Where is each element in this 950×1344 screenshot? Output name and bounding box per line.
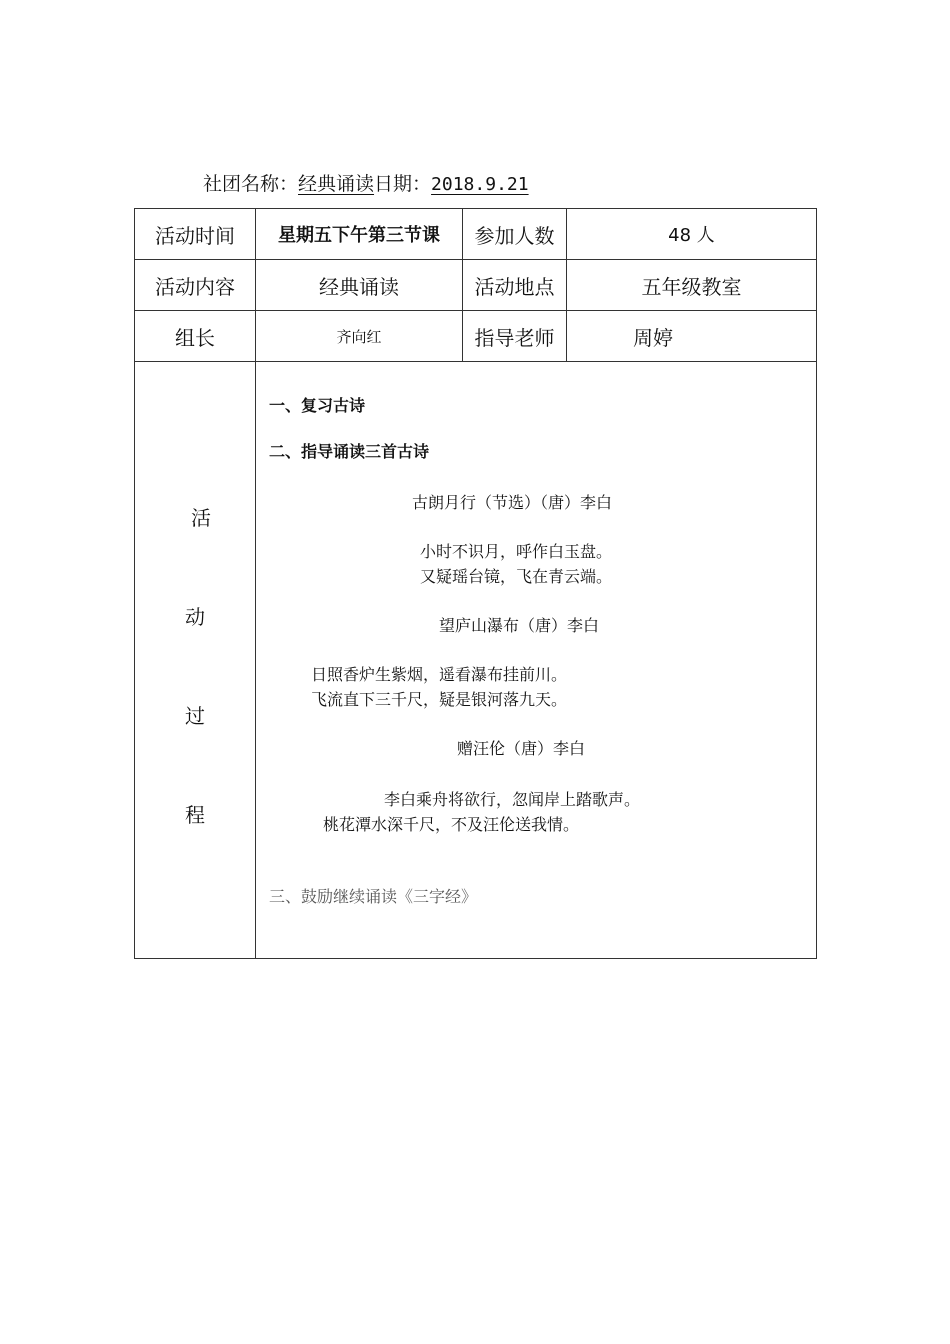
- club-name: 经典诵读: [298, 173, 375, 195]
- content-label: 活动内容: [135, 260, 256, 311]
- poem2-line1: 日照香炉生紫烟，遥看瀑布挂前川。: [311, 665, 568, 684]
- row-time: [135, 209, 817, 260]
- count-label: 参加人数: [463, 209, 567, 260]
- process-char-2: 动: [185, 605, 205, 629]
- leader-label: 组长: [135, 311, 256, 362]
- step-3: 三、鼓励继续诵读《三字经》: [269, 887, 478, 906]
- activity-record-table: [134, 208, 817, 959]
- step-2: 二、指导诵读三首古诗: [269, 442, 430, 461]
- poem3-line1: 李白乘舟将欲行，忽闻岸上踏歌声。: [384, 790, 641, 809]
- club-header: [203, 170, 529, 199]
- process-char-1: 活: [191, 506, 211, 530]
- poem2-title: 望庐山瀑布（唐）李白: [439, 616, 600, 635]
- leader-value: 齐向红: [256, 311, 463, 362]
- poem3-line2: 桃花潭水深千尺，不及汪伦送我情。: [323, 815, 580, 834]
- time-label: 活动时间: [135, 209, 256, 260]
- club-name-label: 社团名称：: [203, 173, 299, 195]
- step-1: 一、复习古诗: [269, 396, 366, 415]
- poem2-line2: 飞流直下三千尺，疑是银河落九天。: [311, 690, 568, 709]
- row-leader: [135, 311, 817, 362]
- teacher-label: 指导老师: [463, 311, 567, 362]
- row-content: [135, 260, 817, 311]
- poem3-title: 赠汪伦（唐）李白: [457, 739, 586, 758]
- time-value: 星期五下午第三节课: [256, 209, 463, 260]
- place-value: 五年级教室: [567, 260, 817, 311]
- date-label: 日期：: [374, 173, 432, 195]
- poem1-line1: 小时不识月，呼作白玉盘。: [420, 542, 613, 561]
- process-content-cell: [256, 362, 817, 959]
- row-process: [135, 362, 817, 959]
- date-value: 2018.9.21: [431, 174, 529, 195]
- process-char-3: 过: [185, 704, 205, 728]
- process-label-cell: [135, 362, 256, 959]
- content-value: 经典诵读: [256, 260, 463, 311]
- poem1-line2: 又疑瑶台镜，飞在青云端。: [420, 567, 613, 586]
- teacher-value: 周婷: [567, 311, 817, 362]
- place-label: 活动地点: [463, 260, 567, 311]
- poem1-title: 古朗月行（节选）（唐）李白: [412, 493, 613, 512]
- process-char-4: 程: [185, 803, 205, 827]
- count-value: 48 人: [567, 209, 817, 260]
